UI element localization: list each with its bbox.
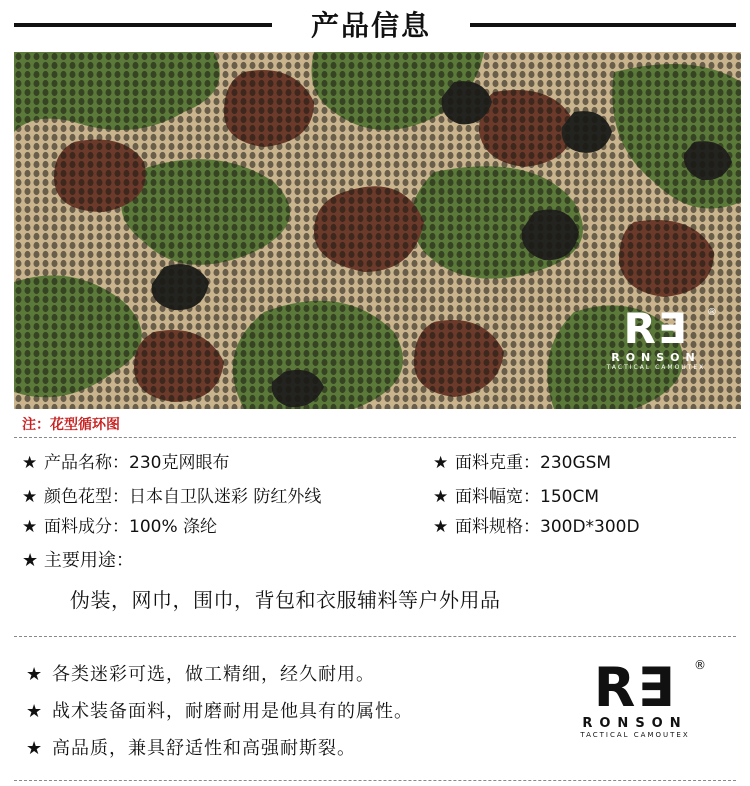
spec-item: ★ 面料幅宽：150CM (433, 487, 599, 507)
logo-mark: R∃ (623, 304, 689, 353)
brand-logo (570, 656, 706, 739)
spec-item: ★ 面料克重：230GSM (433, 453, 612, 473)
divider (14, 437, 736, 438)
star-icon: ★ (433, 453, 449, 473)
header-rule-right (470, 23, 736, 27)
spec-item: ★ 颜色花型：日本自卫队迷彩 防红外线 (22, 487, 322, 507)
logo-name: RONSON (611, 351, 701, 364)
usage-heading: ★ 主要用途： (22, 550, 134, 571)
star-icon: ★ (433, 487, 449, 507)
spec-item: ★ 产品名称：230克网眼布 (22, 453, 230, 473)
page-title: 产品信息 (310, 9, 431, 42)
star-icon: ★ (26, 738, 44, 759)
star-icon: ★ (26, 701, 44, 722)
usage-text: 伪装，网巾，围巾，背包和衣服辅料等户外用品 (70, 588, 501, 612)
feature-item: ★ 高品质，兼具舒适性和高强耐斯裂。 (26, 738, 356, 759)
star-icon: ★ (22, 487, 38, 507)
logo-mark: R∃ (593, 656, 677, 719)
divider (14, 780, 736, 781)
spec-item: ★ 面料成分：100% 涤纶 (22, 517, 218, 537)
registered-mark: ® (707, 307, 717, 318)
header-rule-left (14, 23, 272, 27)
section-header (0, 0, 750, 48)
star-icon: ★ (26, 664, 44, 685)
star-icon: ★ (433, 517, 449, 537)
star-icon: ★ (22, 453, 38, 473)
star-icon: ★ (22, 517, 38, 537)
feature-item: ★ 战术装备面料，耐磨耐用是他具有的属性。 (26, 701, 413, 722)
feature-item: ★ 各类迷彩可选，做工精细，经久耐用。 (26, 664, 375, 685)
spec-item: ★ 面料规格：300D*300D (433, 517, 640, 537)
logo-tagline: TACTICAL CAMOUTEX (606, 364, 706, 371)
fabric-photo (14, 52, 741, 409)
watermark-logo (601, 304, 717, 371)
divider (14, 636, 736, 637)
logo-tagline: TACTICAL CAMOUTEX (580, 731, 690, 739)
pattern-note: 注：花型循环图 (22, 417, 120, 433)
logo-name: RONSON (582, 716, 688, 731)
registered-mark: ® (694, 658, 706, 672)
